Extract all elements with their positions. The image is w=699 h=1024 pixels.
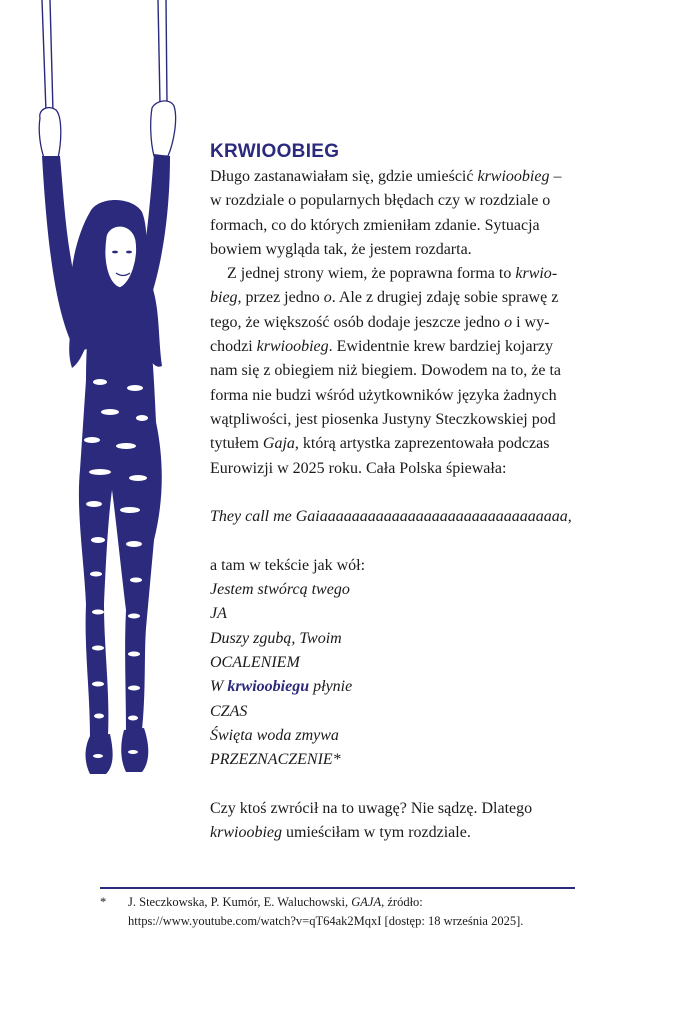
lyrics-line: CZAS [210, 702, 248, 720]
paragraph-intro: Długo zastanawiałam się, gdzie umieścić krwioobieg – w rozdziale o popularnych błędach czy w rozdziale o formach, co do których zmieniłam zdanie. Sytuacja bowiem wygląda tak, że jestem rozdarta. [210, 168, 562, 258]
lyrics-line: OCALENIEM [210, 653, 300, 671]
footnote [100, 893, 575, 931]
song-lyrics [210, 578, 572, 772]
section-heading: KRWIOOBIEG [210, 141, 340, 162]
footnote-text: J. Steczkowska, P. Kumór, E. Waluchowski, GAJA, źródło: https://www.youtube.com/watch?v=qT64ak2MqxI [dostęp: 18 września 2025]. [128, 895, 524, 928]
highlighted-word: krwioobiegu [227, 678, 310, 696]
paragraph-conclusion: Czy ktoś zwrócił na to uwagę? Nie sądzę. Dlatego krwioobieg umieściłam w tym rozdziale. [210, 799, 533, 842]
footnote-marker: * [100, 895, 107, 909]
lyrics-intro: a tam w tekście jak wół: [210, 556, 366, 574]
song-quote: They call me Gaiaaaaaaaaaaaaaaaaaaaaaaaaaaaaaaa, [210, 508, 572, 526]
lyrics-line-highlight: W krwioobiegu płynie [210, 678, 353, 696]
body-text [210, 165, 572, 845]
lyrics-line: JA [210, 605, 227, 623]
woman-on-swing-illustration [20, 0, 220, 800]
lyrics-line: Duszy zgubą, Twoim [210, 629, 342, 647]
paragraph-main: Z jednej strony wiem, że poprawna forma to krwiobieg, przez jedno o. Ale z drugiej zdaję sobie sprawę z tego, że większość osób dodaje jeszcze jedno o i wychodzi krwioobieg. Ewidentnie krew bardziej kojarzy nam się z obiegiem niż biegiem. Dowodem na to, że ta forma nie budzi wśród użytkowników języka żadnych wątpliwości, jest piosenka Justyny Steczkowskiej pod tytułem Gaja, którą artystka zaprezentowała podczas Eurowizji w 2025 roku. Cała Polska śpiewała: [210, 265, 561, 477]
footnote-divider [100, 887, 575, 889]
lyrics-line: Święta woda zmywa [210, 726, 339, 744]
lyrics-line: Jestem stwórcą twego [210, 581, 350, 599]
lyrics-line: PRZEZNACZENIE* [210, 751, 341, 769]
